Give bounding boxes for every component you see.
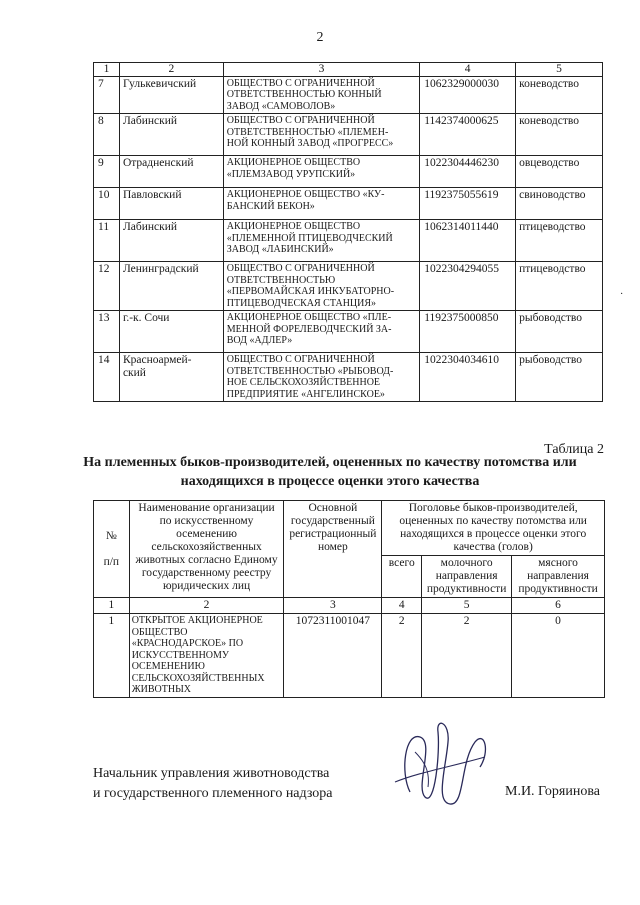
org-line: ОБЩЕСТВО С ОГРАНИЧЕННОЙ: [226, 115, 375, 126]
header-group: Поголовье быков-производителей, оцененных по качеству потомства или находящихся в процессе оценки этого качества (голов): [382, 501, 605, 556]
org-line: МЕННОЙ ФОРЕЛЕВОДЧЕСКИЙ ЗА-: [226, 323, 392, 335]
org-line: ОБЩЕСТВО С ОГРАНИЧЕННОЙ: [226, 77, 375, 89]
column-number: 5: [516, 63, 603, 77]
org-line: НОЙ КОННЫЙ ЗАВОД «ПРОГРЕСС»: [226, 138, 394, 149]
table-row: [94, 76, 603, 114]
org-line: АКЦИОНЕРНОЕ ОБЩЕСТВО «ПЛЕ-: [226, 312, 392, 323]
row-num: 13: [94, 311, 120, 353]
row-ogrn: 1062314011440: [420, 220, 516, 262]
org-line: ОТВЕТСТВЕННОСТЬЮ «ПЛЕМЕН-: [226, 126, 389, 138]
org-line: ВОД «АДЛЕР»: [226, 335, 293, 346]
row-ogrn: 1072311001047: [284, 614, 382, 698]
colnum-1: 1: [94, 598, 130, 614]
row-num: 8: [94, 114, 120, 156]
margin-mark: ·: [620, 289, 624, 300]
position-line-2: и государственного племенного надзора: [93, 786, 333, 801]
column-number: 2: [119, 63, 223, 77]
signatory-name: М.И. Горяинова: [505, 784, 600, 799]
header-ogrn: Основной государственный регистрационный номер: [284, 501, 382, 598]
row-ogrn: 1192375000850: [420, 311, 516, 353]
header-total: всего: [382, 556, 422, 598]
column-number: 4: [420, 63, 516, 77]
org-line: АКЦИОНЕРНОЕ ОБЩЕСТВО: [226, 221, 361, 232]
row-org: [223, 76, 419, 114]
column-number: 1: [94, 63, 120, 77]
row-activity: птицеводство: [516, 220, 603, 262]
org-line: «ПЛЕМЗАВОД УРУПСКИЙ»: [226, 168, 356, 180]
org-line: АКЦИОНЕРНОЕ ОБЩЕСТВО «КУ-: [226, 189, 385, 200]
row-num: 7: [94, 76, 120, 114]
page-number: 2: [316, 30, 324, 45]
row-org: [223, 353, 419, 402]
position-line-1: Начальник управления животноводства: [93, 766, 330, 781]
header-org: Наименование организации по искусственному осеменению сельскохозяйственных животных согласно Единому государственному реестру юридических лиц: [129, 501, 284, 598]
row-district: Гулькевичский: [119, 76, 223, 114]
row-total: 2: [382, 614, 422, 698]
org-line: ОБЩЕСТВО С ОГРАНИЧЕННОЙ: [226, 354, 375, 365]
signatory-position: [93, 764, 332, 804]
row-district: Лабинский: [119, 220, 223, 262]
row-dairy: 2: [422, 614, 512, 698]
header-num: № п/п: [94, 501, 130, 598]
org-line: БАНСКИЙ БЕКОН»: [226, 200, 315, 212]
org-line: ОТВЕТСТВЕННОСТЬЮ: [226, 274, 336, 286]
row-ogrn: 1022304446230: [420, 156, 516, 188]
table-row: [94, 156, 603, 188]
table2-label: Таблица 2: [544, 442, 604, 457]
row-district: Отрадненский: [119, 156, 223, 188]
signature: [380, 712, 500, 817]
row-ogrn: 1192375055619: [420, 188, 516, 220]
table-row: [94, 262, 603, 311]
org-line: ОБЩЕСТВО С ОГРАНИЧЕННОЙ: [226, 263, 375, 274]
org-line: ЗАВОД «САМОВОЛОВ»: [226, 100, 336, 112]
row-activity: птицеводство: [516, 262, 603, 311]
table-row: [94, 114, 603, 156]
org-line: ОТВЕТСТВЕННОСТЬЮ «РЫБОВОД-: [226, 365, 394, 377]
column-number: 3: [223, 63, 419, 77]
row-ogrn: 1062329000030: [420, 76, 516, 114]
org-line: ПТИЦЕВОДЧЕСКАЯ СТАНЦИЯ»: [226, 297, 377, 309]
colnum-2: 2: [129, 598, 284, 614]
row-num: 10: [94, 188, 120, 220]
table-row: [94, 353, 603, 402]
row-activity: овцеводство: [516, 156, 603, 188]
row-ogrn: 1022304034610: [420, 353, 516, 402]
org-line: НОЕ СЕЛЬСКОХОЗЯЙСТВЕННОЕ: [226, 377, 381, 388]
row-district: Павловский: [119, 188, 223, 220]
row-num: 9: [94, 156, 120, 188]
row-activity: коневодство: [516, 114, 603, 156]
row-num: 14: [94, 353, 120, 402]
org-line: ОТВЕТСТВЕННОСТЬЮ КОННЫЙ: [226, 89, 382, 100]
org-line: ПРЕДПРИЯТИЕ «АНГЕЛИНСКОЕ»: [226, 388, 385, 400]
row-meat: 0: [512, 614, 605, 698]
colnum-3: 3: [284, 598, 382, 614]
row-num: 12: [94, 262, 120, 311]
row-ogrn: 1142374000625: [420, 114, 516, 156]
bulls-table: [93, 500, 605, 698]
org-line: АКЦИОНЕРНОЕ ОБЩЕСТВО: [226, 157, 361, 168]
table2-title: На племенных быков-производителей, оцененных по качеству потомства или находящихся в процессе оценки этого качества: [83, 455, 577, 489]
row-activity: коневодство: [516, 76, 603, 114]
row-district: Красноармей- ский: [119, 353, 223, 402]
row-activity: рыбоводство: [516, 353, 603, 402]
table-row: [94, 220, 603, 262]
row-org: ОТКРЫТОЕ АКЦИОНЕРНОЕ ОБЩЕСТВО «КРАСНОДАРСКОЕ» ПО ИСКУССТВЕННОМУ ОСЕМЕНЕНИЮ СЕЛЬСКОХОЗЯЙСТВЕННЫХ ЖИВОТНЫХ: [129, 614, 284, 698]
row-activity: свиноводство: [516, 188, 603, 220]
table-row: [94, 311, 603, 353]
livestock-table: [93, 62, 603, 402]
row-district: Лабинский: [119, 114, 223, 156]
row-district: Ленинградский: [119, 262, 223, 311]
colnum-5: 5: [422, 598, 512, 614]
row-org: [223, 220, 419, 262]
colnum-4: 4: [382, 598, 422, 614]
row-org: [223, 156, 419, 188]
org-line: «ПЛЕМЕННОЙ ПТИЦЕВОДЧЕСКИЙ: [226, 232, 393, 244]
row-org: [223, 114, 419, 156]
row-num: 1: [94, 614, 130, 698]
row-ogrn: 1022304294055: [420, 262, 516, 311]
colnum-6: 6: [512, 598, 605, 614]
org-line: «ПЕРВОМАЙСКАЯ ИНКУБАТОРНО-: [226, 286, 395, 297]
table-row: [94, 614, 605, 698]
row-org: [223, 311, 419, 353]
header-dairy: молочного направления продуктивности: [422, 556, 512, 598]
org-line: ЗАВОД «ЛАБИНСКИЙ»: [226, 244, 334, 255]
header-meat: мясного направления продуктивности: [512, 556, 605, 598]
row-district: г.-к. Сочи: [119, 311, 223, 353]
row-num: 11: [94, 220, 120, 262]
row-activity: рыбоводство: [516, 311, 603, 353]
table-row: [94, 188, 603, 220]
row-org: [223, 188, 419, 220]
row-org: [223, 262, 419, 311]
column-numbers-row: [94, 63, 603, 77]
